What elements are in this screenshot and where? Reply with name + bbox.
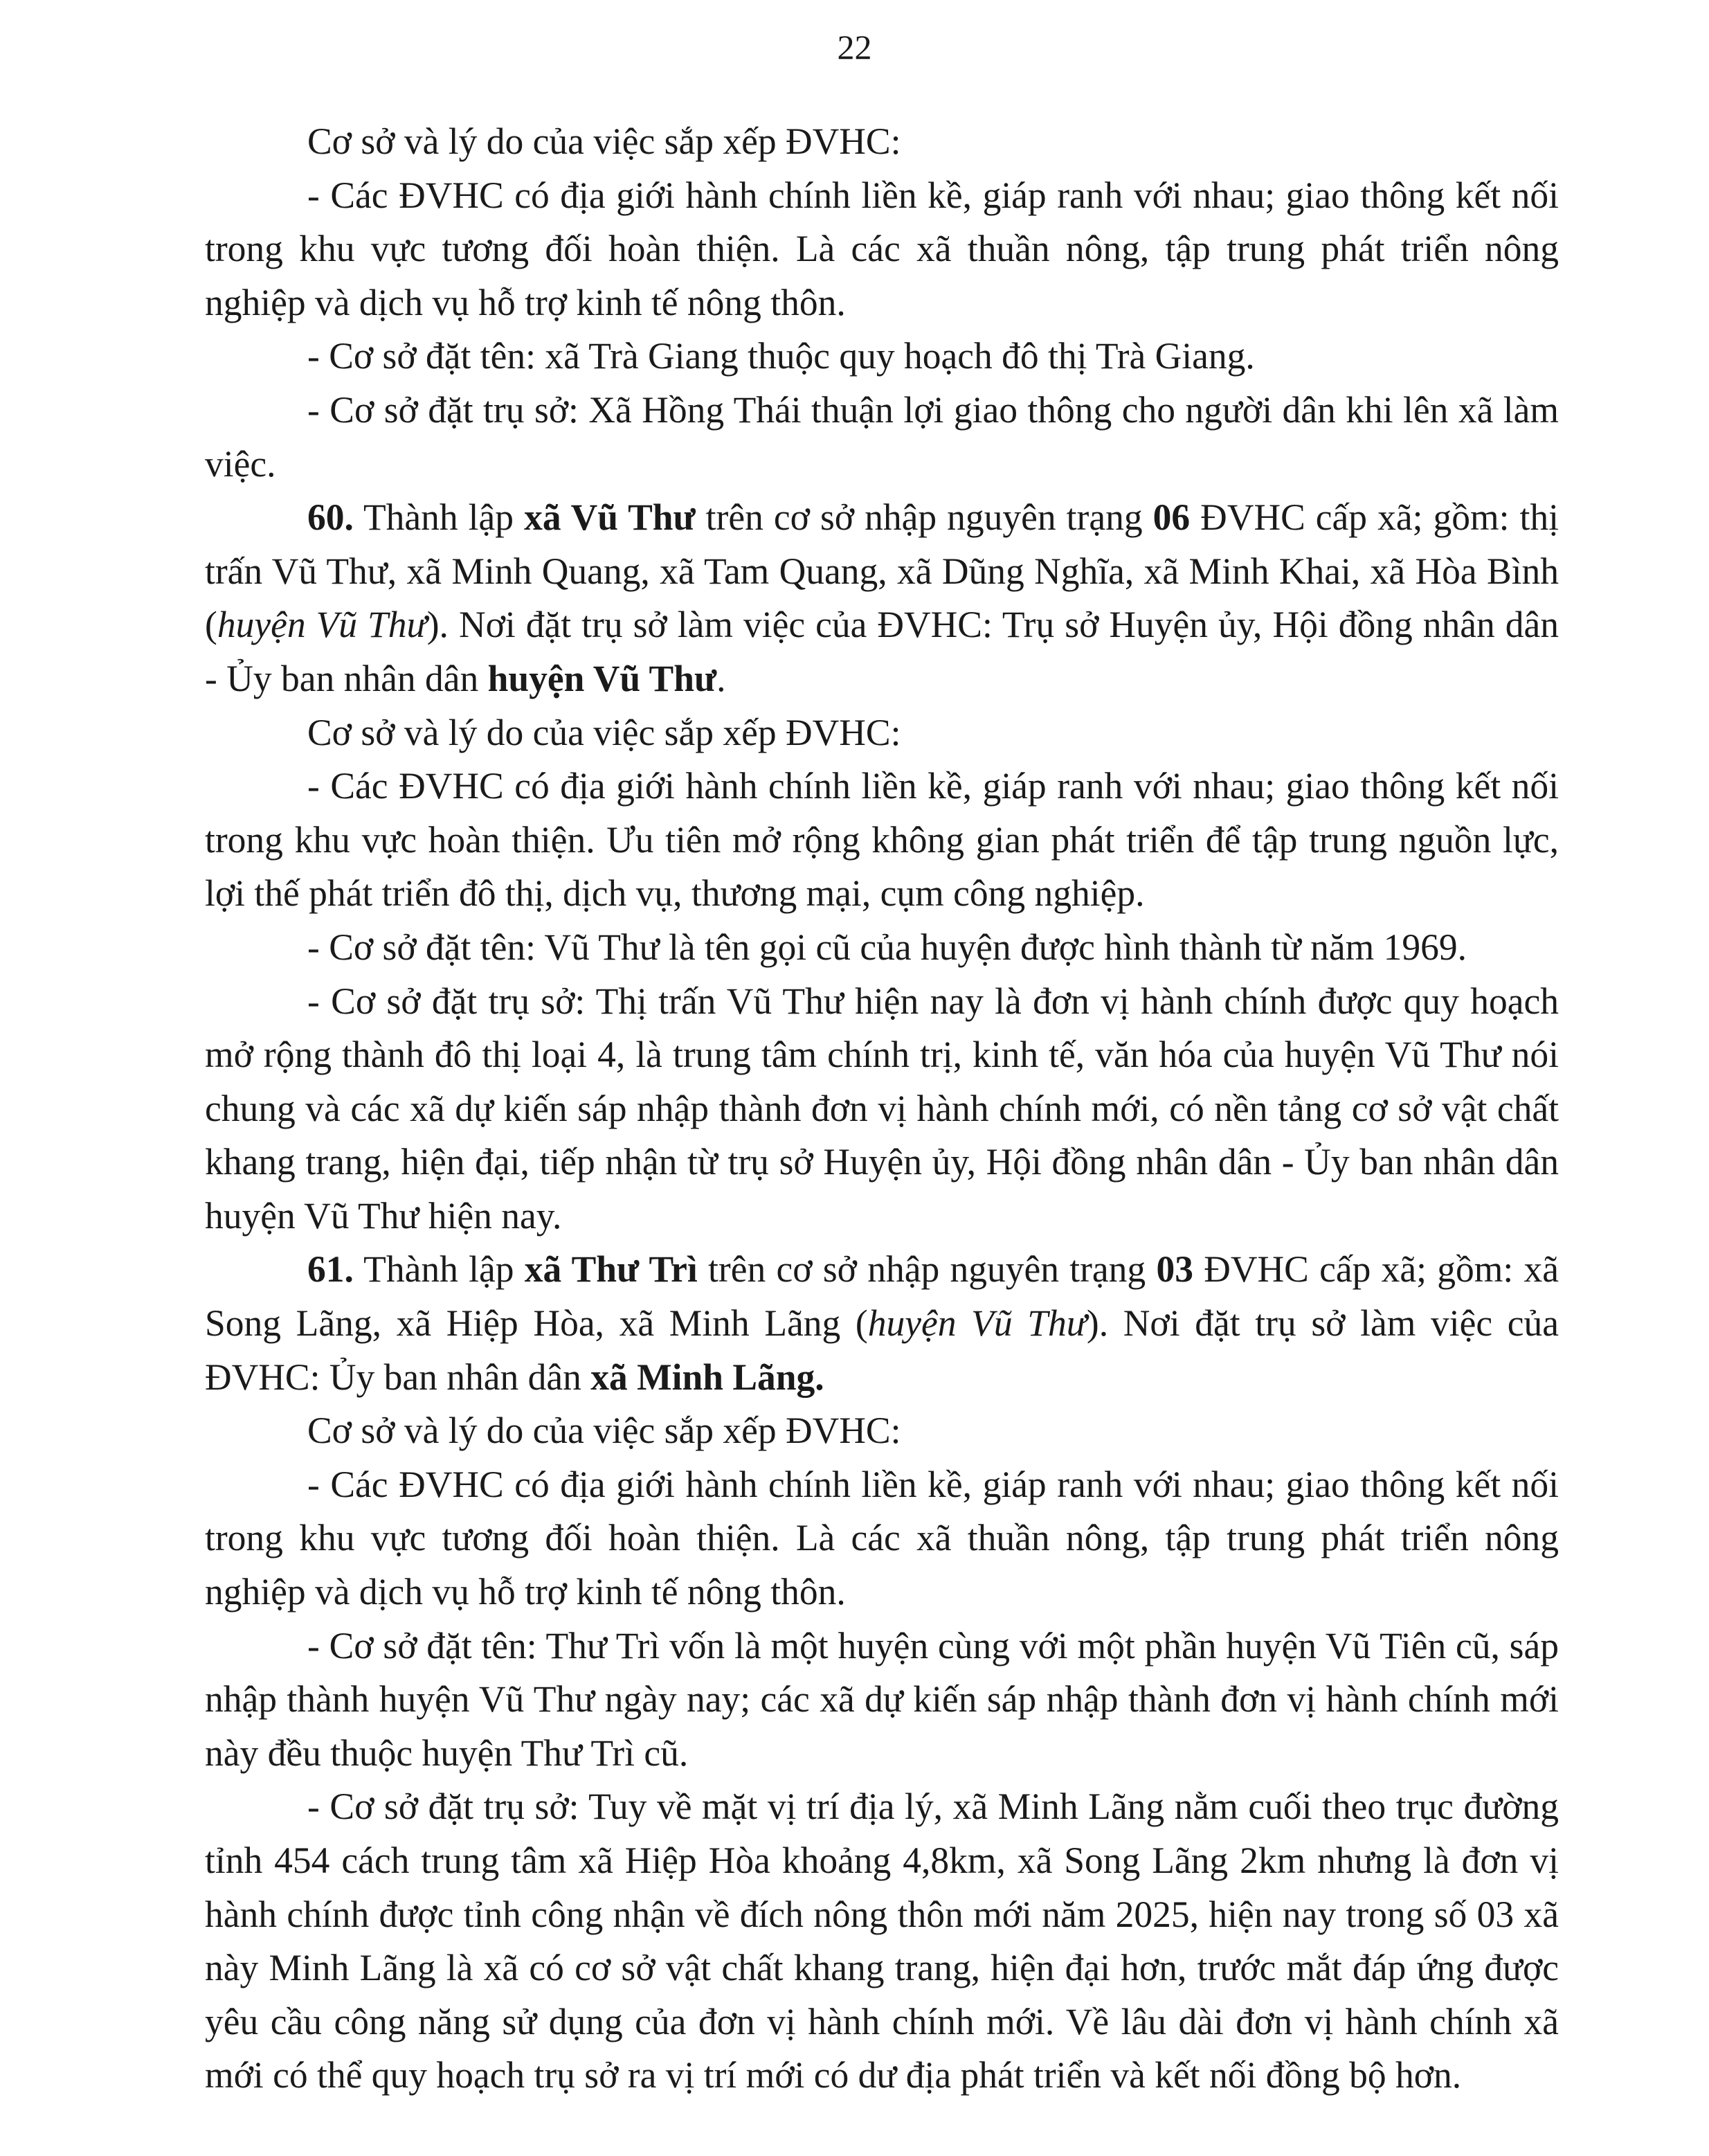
bullet-paragraph: [205, 921, 1559, 975]
basis-title-text: Cơ sở và lý do của việc sắp xếp ĐVHC:: [307, 1410, 901, 1452]
bullet-text: - Các ĐVHC có địa giới hành chính liền kề, giáp ranh với nhau; giao thông kết nối trong khu vực tương đối hoàn thiện. Là các xã thuần nông, tập trung phát triển nông nghiệp và dịch vụ hỗ trợ kinh tế nông thôn.: [205, 1463, 1559, 1613]
bullet-paragraph: [205, 169, 1559, 330]
bullet-text: - Cơ sở đặt trụ sở: Thị trấn Vũ Thư hiện nay là đơn vị hành chính được quy hoạch mở rộng thành đô thị loại 4, là trung tâm chính trị, kinh tế, văn hóa của huyện Vũ Thư nói chung và các xã dự kiến sáp nhập thành đơn vị hành chính mới, có nền tảng cơ sở vật chất khang trang, hiện đại, tiếp nhận từ trụ sở Huyện ủy, Hội đồng nhân dân - Ủy ban nhân dân huyện Vũ Thư hiện nay.: [205, 980, 1559, 1237]
commune-name: xã Thư Trì: [524, 1248, 698, 1291]
commune-name: xã Vũ Thư: [524, 496, 696, 539]
item-number: 60.: [307, 496, 354, 539]
bullet-text: - Cơ sở đặt trụ sở: Xã Hồng Thái thuận lợi giao thông cho người dân khi lên xã làm việc.: [205, 388, 1559, 485]
item-paragraph-61: [205, 1243, 1559, 1404]
district-name: huyện Vũ Thư: [217, 604, 427, 646]
bullet-paragraph: [205, 384, 1559, 491]
item-text: ). Nơi đặt trụ sở làm việc của ĐVHC: Ủy ban nhân dân: [205, 1302, 1559, 1398]
item-text: Thành lập: [353, 496, 525, 539]
item-text: .: [716, 657, 726, 699]
bullet-paragraph: [205, 330, 1559, 384]
district-name: huyện Vũ Thư: [867, 1302, 1087, 1345]
office-location: huyện Vũ Thư: [487, 657, 717, 699]
basis-title: [205, 706, 1559, 760]
bullet-text: - Cơ sở đặt tên: Vũ Thư là tên gọi cũ của huyện được hình thành từ năm 1969.: [307, 926, 1467, 968]
bullet-paragraph: [205, 975, 1559, 1243]
bullet-paragraph: [205, 1458, 1559, 1619]
document-body: [205, 115, 1559, 2103]
bullet-paragraph: [205, 1780, 1559, 2103]
basis-title: [205, 1404, 1559, 1458]
bullet-text: - Các ĐVHC có địa giới hành chính liền kề, giáp ranh với nhau; giao thông kết nối trong khu vực hoàn thiện. Ưu tiên mở rộng không gian phát triển để tập trung nguồn lực, lợi thế phát triển đô thị, dịch vụ, thương mại, cụm công nghiệp.: [205, 765, 1559, 915]
basis-title-text: Cơ sở và lý do của việc sắp xếp ĐVHC:: [307, 120, 901, 162]
item-text: ĐVHC cấp xã; gồm: xã Song Lãng, xã Hiệp Hòa, xã Minh Lãng (: [205, 1248, 1559, 1345]
bullet-text: - Các ĐVHC có địa giới hành chính liền kề, giáp ranh với nhau; giao thông kết nối trong khu vực tương đối hoàn thiện. Là các xã thuần nông, tập trung phát triển nông nghiệp và dịch vụ hỗ trợ kinh tế nông thôn.: [205, 174, 1559, 323]
item-text: ĐVHC cấp xã; gồm: thị trấn Vũ Thư, xã Minh Quang, xã Tam Quang, xã Dũng Nghĩa, xã Minh Khai, xã Hòa Bình (: [205, 496, 1559, 646]
page-number: 22: [837, 28, 872, 66]
item-number: 61.: [307, 1248, 354, 1291]
item-paragraph-60: [205, 491, 1559, 706]
item-text: trên cơ sở nhập nguyên trạng: [695, 496, 1153, 539]
bullet-text: - Cơ sở đặt tên: xã Trà Giang thuộc quy hoạch đô thị Trà Giang.: [307, 335, 1255, 377]
unit-count: 03: [1156, 1248, 1193, 1291]
basis-title: [205, 115, 1559, 169]
bullet-text: - Cơ sở đặt trụ sở: Tuy về mặt vị trí địa lý, xã Minh Lãng nằm cuối theo trục đường tỉnh 454 cách trung tâm xã Hiệp Hòa khoảng 4,8km, xã Song Lãng 2km nhưng là đơn vị hành chính được tỉnh công nhận về đích nông thôn mới năm 2025, hiện nay trong số 03 xã này Minh Lãng là xã có cơ sở vật chất khang trang, hiện đại hơn, trước mắt đáp ứng được yêu cầu công năng sử dụng của đơn vị hành chính mới. Về lâu dài đơn vị hành chính xã mới có thể quy hoạch trụ sở ra vị trí mới có dư địa phát triển và kết nối đồng bộ hơn.: [205, 1786, 1559, 2096]
item-text: Thành lập: [353, 1248, 525, 1291]
bullet-text: - Cơ sở đặt tên: Thư Trì vốn là một huyện cùng với một phần huyện Vũ Tiên cũ, sáp nhập thành huyện Vũ Thư ngày nay; các xã dự kiến sáp nhập thành đơn vị hành chính mới này đều thuộc huyện Thư Trì cũ.: [205, 1624, 1559, 1774]
bullet-paragraph: [205, 760, 1559, 921]
basis-title-text: Cơ sở và lý do của việc sắp xếp ĐVHC:: [307, 711, 901, 753]
unit-count: 06: [1152, 496, 1191, 539]
item-text: ). Nơi đặt trụ sở làm việc của ĐVHC: Trụ sở Huyện ủy, Hội đồng nhân dân - Ủy ban nhân dân: [205, 604, 1559, 699]
office-location: xã Minh Lãng.: [590, 1356, 824, 1398]
item-text: trên cơ sở nhập nguyên trạng: [697, 1248, 1157, 1291]
bullet-paragraph: [205, 1619, 1559, 1781]
